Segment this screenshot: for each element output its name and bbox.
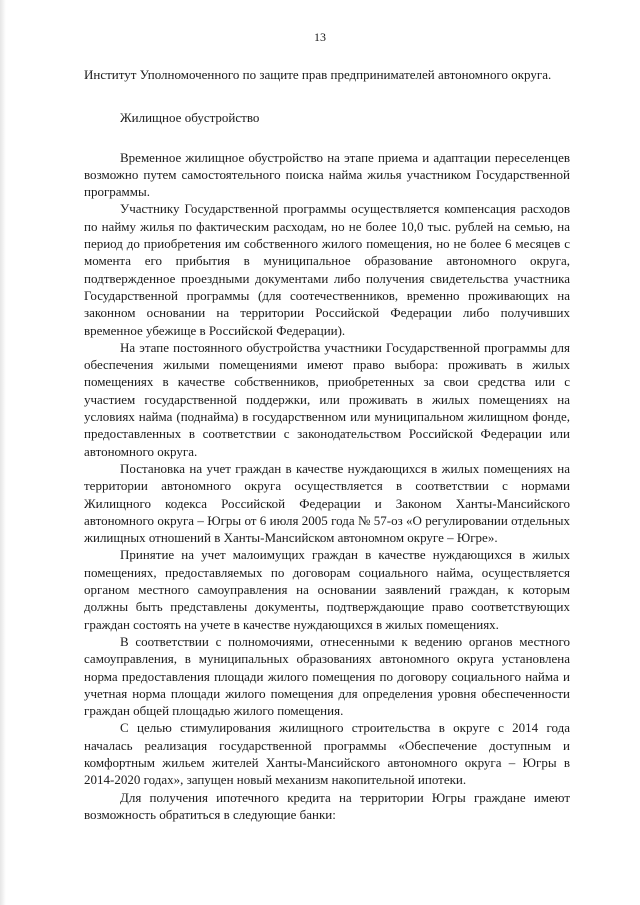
body-paragraph: С целью стимулирования жилищного строительства в округе с 2014 года началась реализация государственной программы «Обеспечение доступным и комфортным жильем жителей Ханты-Мансийского автономного округа – Югры в 2014-2020 годах», запущен новый механизм накопительной ипотеки.: [84, 720, 570, 788]
body-paragraph: Временное жилищное обустройство на этапе приема и адаптации переселенцев возможно путем самостоятельного поиска найма жилья участником Государственной программы.: [84, 149, 570, 200]
body-paragraph: В соответствии с полномочиями, отнесенными к ведению органов местного самоуправления, в муниципальных образованиях автономного округа установлена норма предоставления площади жилого помещения по договору социального найма и учетная норма площади жилого помещения для определения уровня обеспеченности граждан общей площадью жилого помещения.: [84, 633, 570, 719]
page-content: [84, 66, 570, 823]
body-paragraph: Участнику Государственной программы осуществляется компенсация расходов по найму жилья по фактическим расходам, но не более 10,0 тыс. рублей на семью, на период до приобретения им собственного жилого помещения, но не более 6 месяцев с момента его прибытия в муниципальное образование автономного округа, подтвержденное проездными документами либо получения свидетельства участника Государственной программы (для соотечественников, временно проживающих на законном основании на территории Российской Федерации либо получивших временное убежище в Российской Федерации).: [84, 201, 570, 338]
body-paragraph: Принятие на учет малоимущих граждан в качестве нуждающихся в жилых помещениях, предоставляемых по договорам социального найма, осуществляется органом местного самоуправления на основании заявлений граждан, к которым должны быть представлены документы, подтверждающие право соответствующих граждан состоять на учете в качестве нуждающихся в жилых помещениях.: [84, 547, 570, 632]
body-paragraph: Для получения ипотечного кредита на территории Югры граждане имеют возможность обратиться в следующие банки:: [84, 789, 570, 822]
body-paragraph: Постановка на учет граждан в качестве нуждающихся в жилых помещениях на территории автономного округа осуществляется в соответствии с нормами Жилищного кодекса Российской Федерации и Законом Ханты-Мансийского автономного округа – Югры от 6 июля 2005 года № 57-оз «О регулировании отдельных жилищных отношений в Ханты-Мансийском автономном округе – Югре».: [84, 460, 570, 546]
page-number: 13: [314, 30, 326, 44]
scan-edge: [0, 0, 6, 905]
intro-paragraph: Институт Уполномоченного по защите прав предпринимателей автономного округа.: [84, 67, 552, 82]
section-heading: Жилищное обустройство: [120, 110, 260, 126]
body-paragraph: На этапе постоянного обустройства участники Государственной программы для обеспечения жилыми помещениями имеют право выбора: проживать в жилых помещениях в качестве собственников, приобретенных за свои средства или с участием государственной поддержки, или проживать в жилых помещениях на условиях найма (поднайма) в государственном или муниципальном жилищном фонде, предоставленных в соответствии с законодательством Российской Федерации или автономного округа.: [84, 339, 570, 459]
